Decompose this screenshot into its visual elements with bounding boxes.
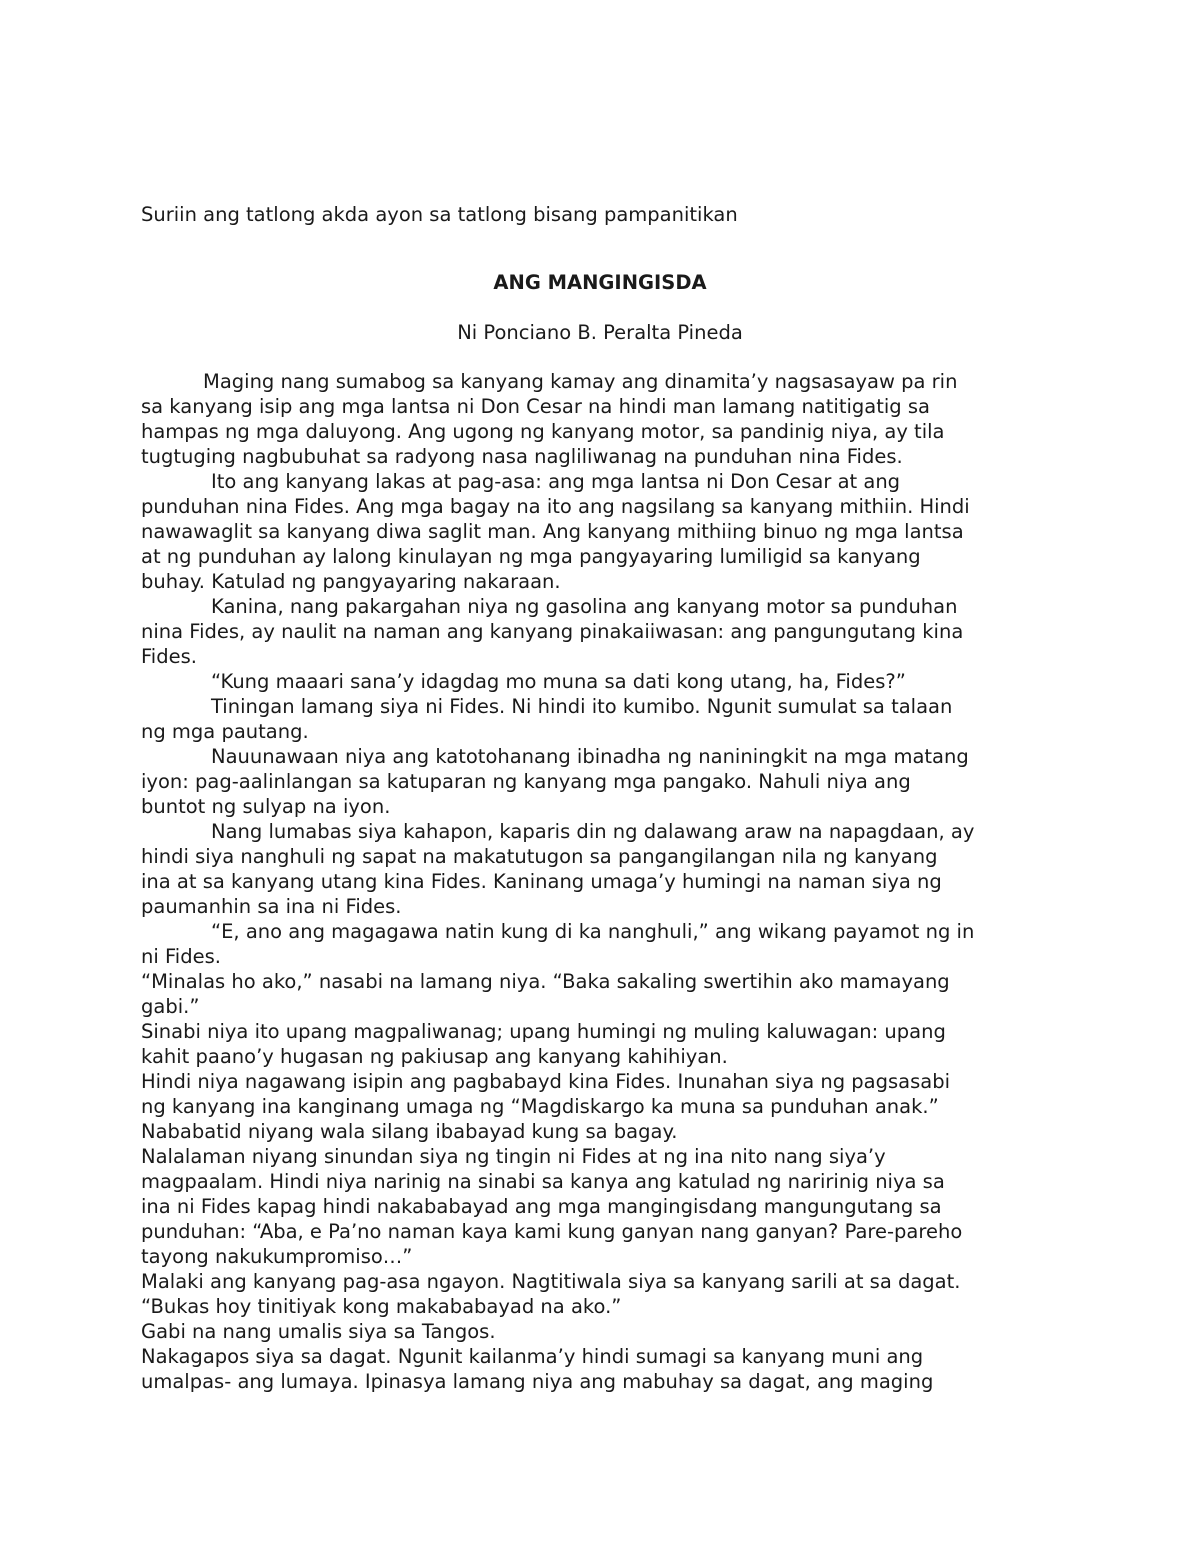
text-line: Gabi na nang umalis siya sa Tangos. — [141, 1320, 496, 1343]
story-title: ANG MANGINGISDA — [493, 271, 707, 294]
text-line: Nakagapos siya sa dagat. Ngunit kailanma’y hindi sumagi sa kanyang muni ang — [141, 1345, 924, 1368]
text-line: punduhan: “Aba, e Pa’no naman kaya kami kung ganyan nang ganyan? Pare-pareho — [141, 1220, 963, 1243]
text-line: tayong nakukumpromiso…” — [141, 1245, 413, 1268]
text-line: hampas ng mga daluyong. Ang ugong ng kanyang motor, sa pandinig niya, ay tila — [141, 420, 945, 443]
text-line: “E, ano ang magagawa natin kung di ka nanghuli,” ang wikang payamot ng in — [211, 920, 975, 943]
text-line: sa kanyang isip ang mga lantsa ni Don Cesar na hindi man lamang natitigatig sa — [141, 395, 930, 418]
text-line: Ito ang kanyang lakas at pag-asa: ang mga lantsa ni Don Cesar at ang — [211, 470, 901, 493]
text-line: ng kanyang ina kanginang umaga ng “Magdiskargo ka muna sa punduhan anak.” — [141, 1095, 939, 1118]
text-line: ng mga pautang. — [141, 720, 309, 743]
text-line: Fides. — [141, 645, 197, 668]
text-line: ina ni Fides kapag hindi nakababayad ang mga mangingisdang mangungutang sa — [141, 1195, 942, 1218]
text-line: Nang lumabas siya kahapon, kaparis din ng dalawang araw na napagdaan, ay — [211, 820, 975, 843]
text-line: Kanina, nang pakargahan niya ng gasolina ang kanyang motor sa punduhan — [211, 595, 958, 618]
text-line: iyon: pag-aalinlangan sa katuparan ng kanyang mga pangako. Nahuli niya ang — [141, 770, 911, 793]
text-line: gabi.” — [141, 995, 200, 1018]
text-line: at ng punduhan ay lalong kinulayan ng mga pangyayaring lumiligid sa kanyang — [141, 545, 921, 568]
text-line: Nauunawaan niya ang katotohanang ibinadha ng naniningkit na mga matang — [211, 745, 969, 768]
text-line: Tiningan lamang siya ni Fides. Ni hindi ito kumibo. Ngunit sumulat sa talaan — [211, 695, 953, 718]
text-line: punduhan nina Fides. Ang mga bagay na ito ang nagsilang sa kanyang mithiin. Hindi — [141, 495, 970, 518]
text-line: paumanhin sa ina ni Fides. — [141, 895, 402, 918]
text-line: Sinabi niya ito upang magpaliwanag; upang humingi ng muling kaluwagan: upang — [141, 1020, 946, 1043]
text-line: “Minalas ho ako,” nasabi na lamang niya. “Baka sakaling swertihin ako mamayang — [141, 970, 950, 993]
text-line: nawawaglit sa kanyang diwa saglit man. Ang kanyang mithiing binuo ng mga lantsa — [141, 520, 964, 543]
story-author: Ni Ponciano B. Peralta Pineda — [457, 321, 743, 344]
text-line: ni Fides. — [141, 945, 221, 968]
text-line: “Bukas hoy tinitiyak kong makababayad na ako.” — [141, 1295, 622, 1318]
text-line: Nalalaman niyang sinundan siya ng tingin ni Fides at ng ina nito nang siya’y — [141, 1145, 886, 1168]
text-line: tugtuging nagbubuhat sa radyong nasa nagliliwanag na punduhan nina Fides. — [141, 445, 903, 468]
story-body — [141, 369, 1066, 1394]
text-line: buhay. Katulad ng pangyayaring nakaraan. — [141, 570, 561, 593]
text-line: nina Fides, ay naulit na naman ang kanyang pinakaiiwasan: ang pangungutang kina — [141, 620, 964, 643]
text-line: buntot ng sulyap na iyon. — [141, 795, 391, 818]
text-line: umalpas- ang lumaya. Ipinasya lamang niya ang mabuhay sa dagat, ang maging — [141, 1370, 934, 1393]
text-line: Maging nang sumabog sa kanyang kamay ang dinamita’y nagsasayaw pa rin — [203, 370, 958, 393]
text-line: “Kung maaari sana’y idagdag mo muna sa dati kong utang, ha, Fides?” — [211, 670, 906, 693]
text-line: Hindi niya nagawang isipin ang pagbabayd kina Fides. Inunahan siya ng pagsasabi — [141, 1070, 951, 1093]
text-line: kahit paano’y hugasan ng pakiusap ang kanyang kahihiyan. — [141, 1045, 728, 1068]
instruction-text: Suriin ang tatlong akda ayon sa tatlong bisang pampanitikan — [141, 203, 738, 226]
text-line: Nababatid niyang wala silang ibabayad kung sa bagay. — [141, 1120, 678, 1143]
text-line: magpaalam. Hindi niya narinig na sinabi sa kanya ang katulad ng naririnig niya sa — [141, 1170, 945, 1193]
text-line: hindi siya nanghuli ng sapat na makatutugon sa pangangilangan nila ng kanyang — [141, 845, 938, 868]
text-line: ina at sa kanyang utang kina Fides. Kaninang umaga’y humingi na naman siya ng — [141, 870, 942, 893]
text-line: Malaki ang kanyang pag-asa ngayon. Nagtitiwala siya sa kanyang sarili at sa dagat. — [141, 1270, 961, 1293]
